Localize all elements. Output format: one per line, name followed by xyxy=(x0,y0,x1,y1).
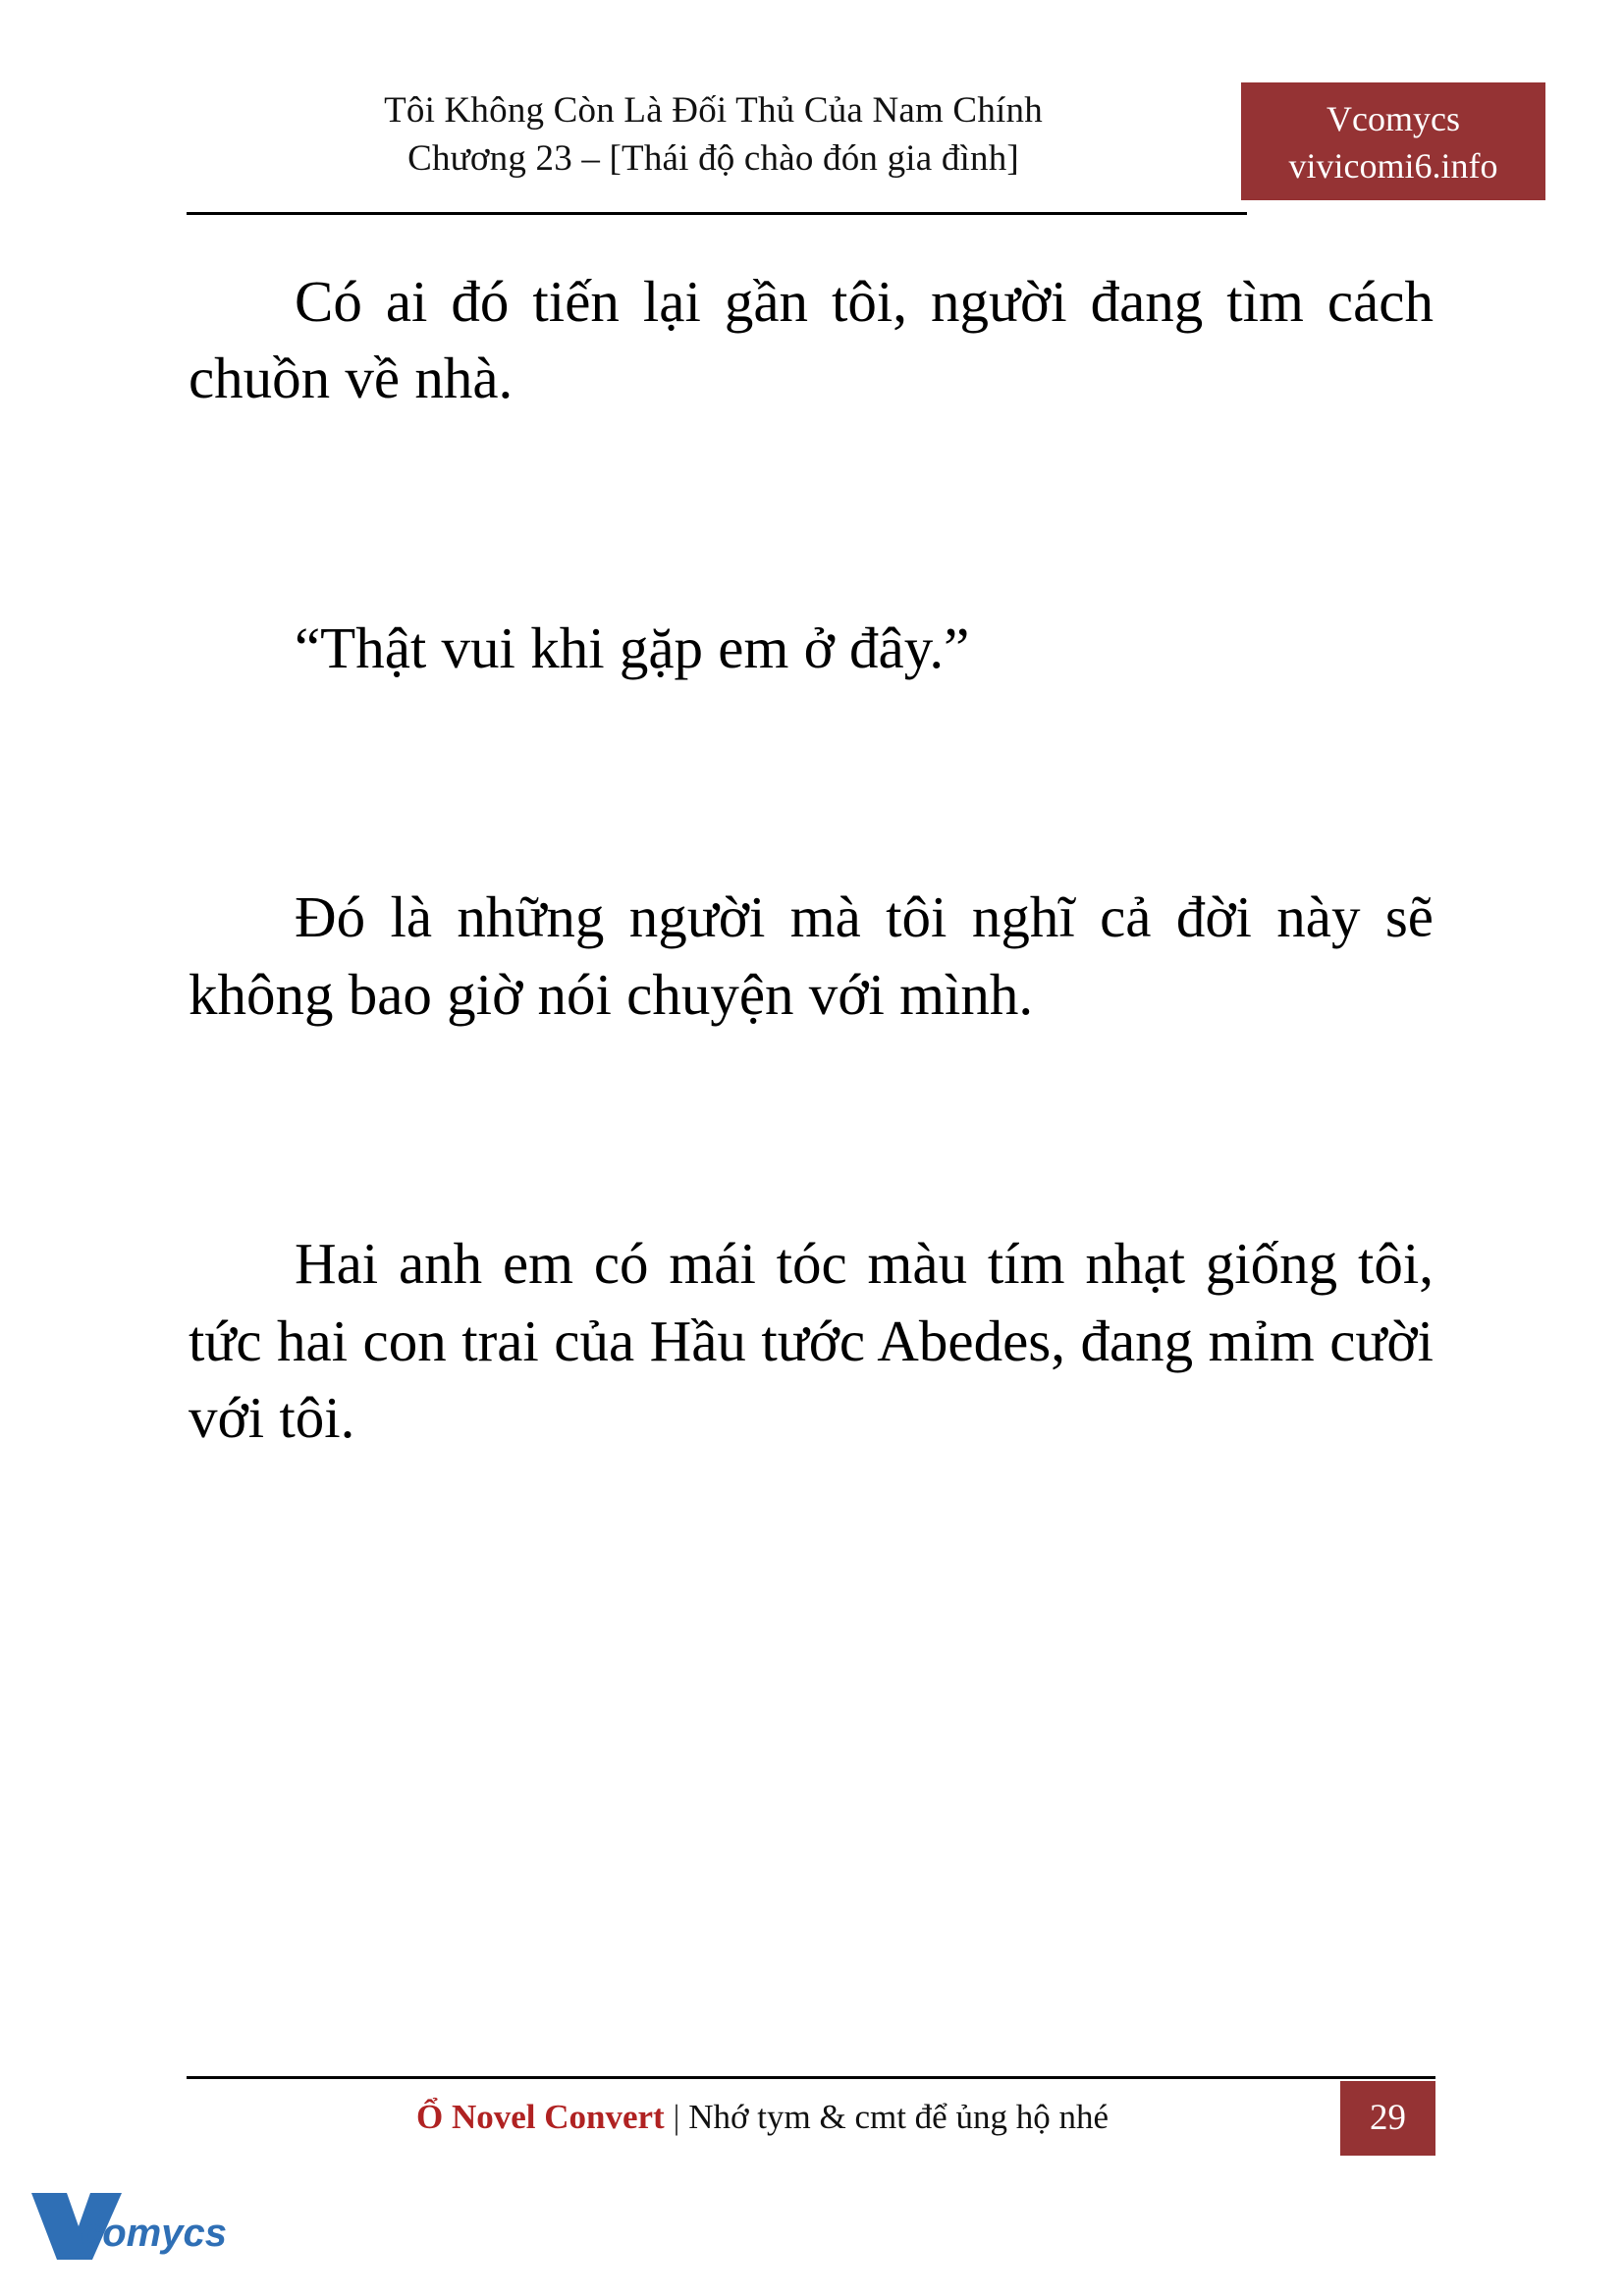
site-badge xyxy=(1241,82,1545,200)
site-badge-name: Vcomycs xyxy=(1326,99,1460,138)
vcomycs-watermark-logo xyxy=(27,2187,253,2268)
footer-separator: | xyxy=(673,2098,680,2136)
footer-credit xyxy=(187,2095,1338,2140)
header-divider xyxy=(187,212,1247,215)
footer-note: Nhớ tym & cmt để ủng hộ nhé xyxy=(688,2098,1109,2136)
paragraph-spacer xyxy=(189,686,1434,879)
paragraph: “Thật vui khi gặp em ở đây.” xyxy=(295,614,970,680)
page-number: 29 xyxy=(1340,2081,1435,2156)
paragraph: Đó là những người mà tôi nghĩ cả đời này sẽ không bao giờ nói chuyện với mình. xyxy=(189,884,1434,1027)
paragraph-spacer xyxy=(189,417,1434,610)
page-header xyxy=(187,86,1498,209)
header-title-line-2: Chương 23 – [Thái độ chào đón gia đình] xyxy=(407,138,1019,180)
footer-divider xyxy=(187,2076,1435,2079)
page-content xyxy=(189,263,1434,1457)
footer-brand: Ổ Novel Convert xyxy=(415,2098,665,2136)
header-title-block xyxy=(187,86,1240,183)
header-title-line-1: Tôi Không Còn Là Đối Thủ Của Nam Chính xyxy=(384,90,1043,131)
paragraph: Có ai đó tiến lại gần tôi, người đang tìm cách chuồn về nhà. xyxy=(189,269,1434,411)
page-footer xyxy=(187,2085,1435,2160)
svg-text:comycs: comycs xyxy=(81,2212,227,2255)
paragraph-spacer xyxy=(189,1033,1434,1225)
site-badge-url: vivicomi6.info xyxy=(1288,145,1498,186)
paragraph: Hai anh em có mái tóc màu tím nhạt giống tôi, tức hai con trai của Hầu tước Abedes, đang mỉm cười với tôi. xyxy=(189,1231,1434,1451)
